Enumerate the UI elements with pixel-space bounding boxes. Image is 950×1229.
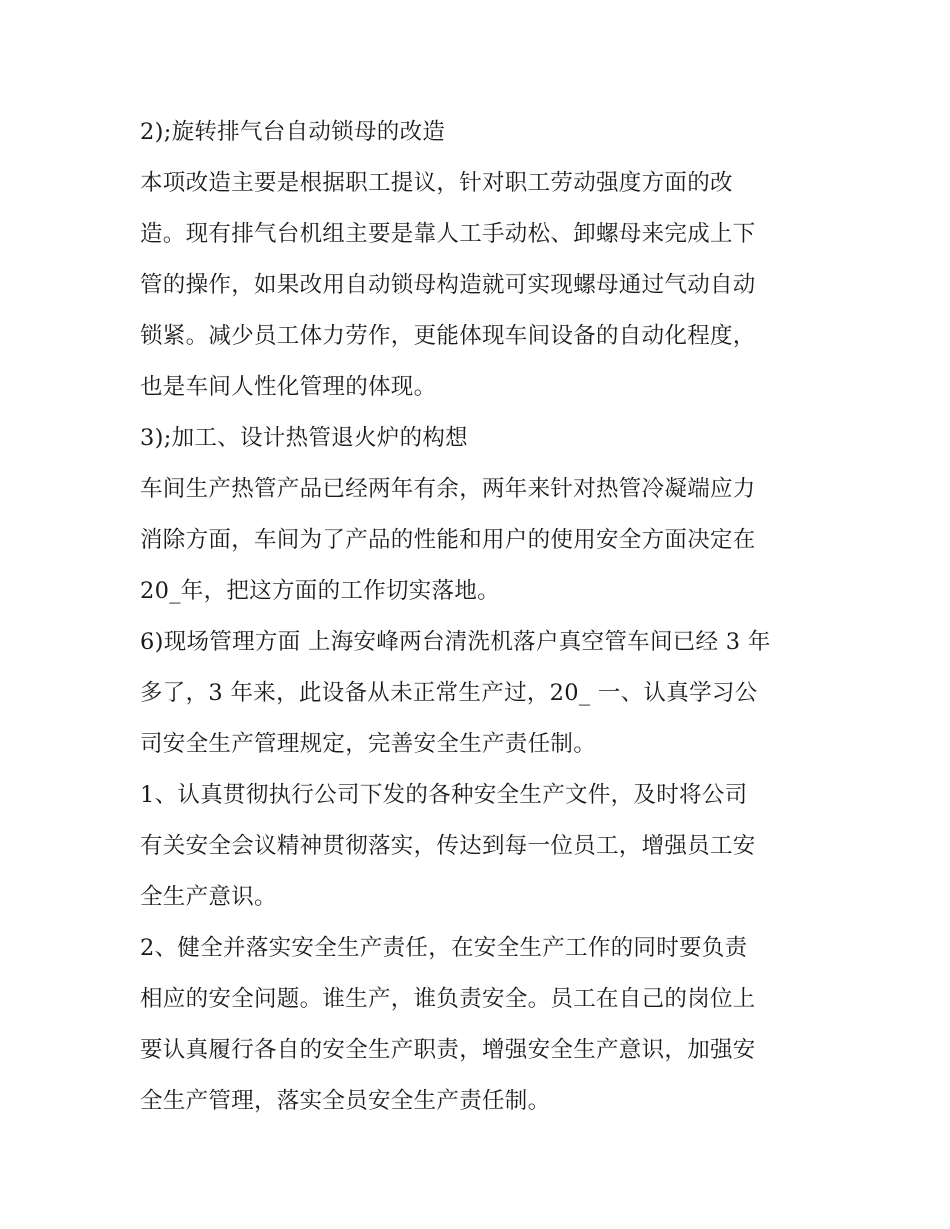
text-line: 本项改造主要是根据职工提议，针对职工劳动强度方面的改 xyxy=(140,170,733,196)
text-line: 要认真履行各自的安全生产职责，增强安全生产意识，加强安 xyxy=(140,1037,756,1063)
text-line: 全生产管理，落实全员安全生产责任制。 xyxy=(140,1088,551,1114)
text-line: 1、认真贯彻执行公司下发的各种安全生产文件，及时将公司 xyxy=(140,782,748,808)
text-line: 锁紧。减少员工体力劳作，更能体现车间设备的自动化程度， xyxy=(140,323,756,349)
text-line: 6)现场管理方面 上海安峰两台清洗机落户真空管车间已经 3 年 xyxy=(140,629,771,655)
text-line: 2、健全并落实安全生产责任，在安全生产工作的同时要负责 xyxy=(140,935,748,961)
heading-line: 2);旋转排气台自动锁母的改造 xyxy=(140,119,446,145)
document-body xyxy=(140,107,815,1127)
text-line: 司安全生产管理规定，完善安全生产责任制。 xyxy=(140,731,597,757)
text-line: 消除方面，车间为了产品的性能和用户的使用安全方面决定在 xyxy=(140,527,756,553)
heading-line: 3);加工、设计热管退火炉的构想 xyxy=(140,425,468,451)
text-line: 相应的安全问题。谁生产，谁负责安全。员工在自己的岗位上 xyxy=(140,986,756,1012)
text-line: 有关安全会议精神贯彻落实，传达到每一位员工，增强员工安 xyxy=(140,833,756,859)
text-line: 造。现有排气台机组主要是靠人工手动松、卸螺母来完成上下 xyxy=(140,221,756,247)
text-line: 全生产意识。 xyxy=(140,884,277,910)
text-line: 多了，3 年来，此设备从未正常生产过，20_ 一、认真学习公 xyxy=(140,680,758,706)
text-line: 20_年，把这方面的工作切实落地。 xyxy=(140,578,500,604)
text-line: 车间生产热管产品已经两年有余，两年来针对热管冷凝端应力 xyxy=(140,476,756,502)
text-line: 也是车间人性化管理的体现。 xyxy=(140,374,437,400)
text-line: 管的操作，如果改用自动锁母构造就可实现螺母通过气动自动 xyxy=(140,272,756,298)
